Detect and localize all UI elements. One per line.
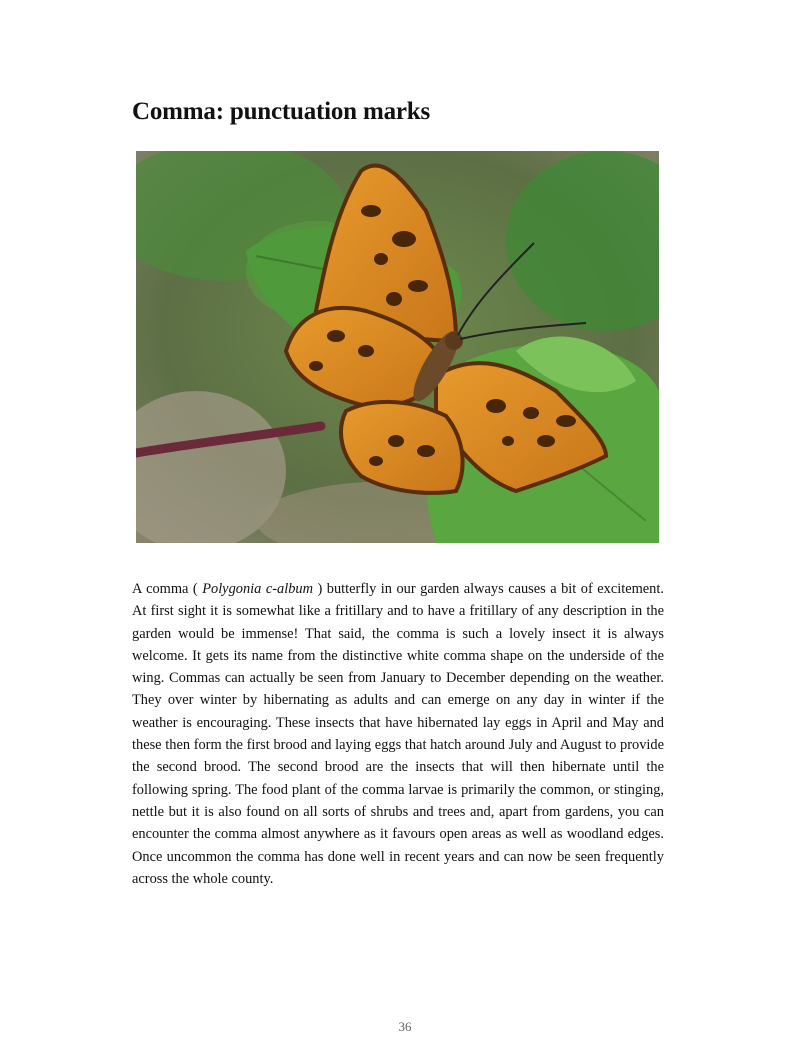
page-title: Comma: punctuation marks	[132, 98, 430, 125]
paragraph-intro: A comma (	[132, 581, 198, 597]
page-number: 36	[398, 1019, 412, 1034]
species-name: Polygonia c-album	[202, 581, 313, 597]
butterfly-photo-illustration	[136, 151, 659, 543]
butterfly-photo	[136, 151, 659, 543]
article-paragraph	[132, 578, 664, 890]
paragraph-body: ) butterfly in our garden always causes a bit of excitement. At first sight it is somewhat like a fritillary and to have a fritillary of any description in the garden would be immense! That said, the comma is such a lovely insect it is always welcome. It gets its name from the distinctive white comma shape on the underside of the wing. Commas can actually be seen from January to December depending on the weather. They over winter by hibernating as adults and can emerge on any day in winter if the weather is encouraging. These insects that have hibernated lay eggs in April and May and these then form the first brood and laying eggs that hatch around July and August to provide the second brood. The second brood are the insects that will then hibernate until the following spring. The food plant of the comma larvae is primarily the common, or stinging, nettle but it is also found on all sorts of shrubs and trees and, apart from gardens, you can encounter the comma almost anywhere as it favours open areas as well as woodland edges. Once uncommon the comma has done well in recent years and can now be seen frequently across the whole county.	[132, 581, 664, 887]
